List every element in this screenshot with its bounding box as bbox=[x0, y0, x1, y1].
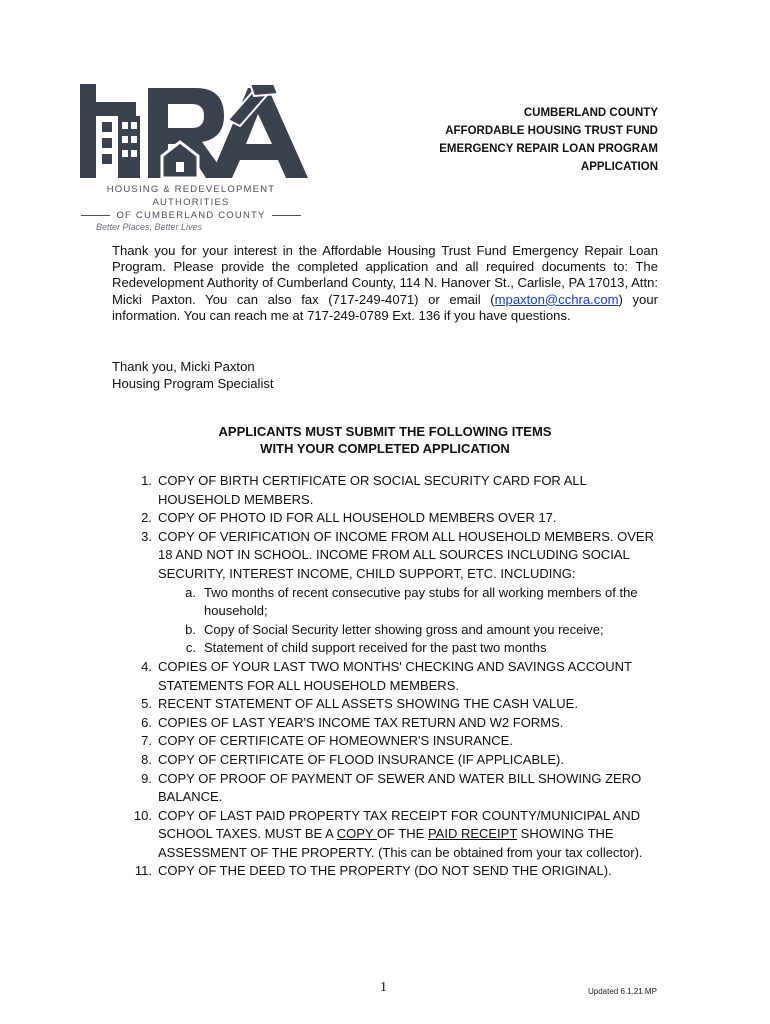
tagline-rule-left bbox=[81, 215, 110, 216]
item-number: 2. bbox=[141, 510, 152, 526]
item-number: 9. bbox=[141, 770, 152, 786]
underlined-copy: COPY bbox=[336, 826, 377, 842]
sub-item-text: Two months of recent consecutive pay stubs for all working members of the household; bbox=[204, 584, 638, 619]
org-name-line1: HOUSING & REDEVELOPMENT AUTHORITIES bbox=[106, 184, 276, 208]
list-item bbox=[112, 528, 672, 584]
signoff bbox=[112, 358, 274, 392]
item-text: RECENT STATEMENT OF ALL ASSETS SHOWING THE CASH VALUE. bbox=[158, 696, 578, 712]
header-line-1: CUMBERLAND COUNTY bbox=[523, 107, 658, 119]
signoff-name: Thank you, Micki Paxton bbox=[112, 359, 255, 374]
item-number: 3. bbox=[141, 528, 152, 544]
item-text: COPY OF PROOF OF PAYMENT OF SEWER AND WATER BILL SHOWING ZERO BALANCE. bbox=[158, 770, 642, 805]
list-item bbox=[112, 807, 672, 863]
list-item bbox=[112, 714, 672, 733]
sub-item-label: a. bbox=[185, 584, 196, 600]
item-text: COPY OF VERIFICATION OF INCOME FROM ALL HOUSEHOLD MEMBERS. OVER 18 AND NOT IN SCHOOL. INCOME FROM ALL SOURCES INCLUDING SOCIAL SECURITY, INTEREST INCOME, CHILD SUPPORT, ETC. INCLUDING: bbox=[158, 528, 654, 581]
sub-item-text: Statement of child support received for the past two months bbox=[204, 640, 547, 656]
email-link[interactable]: mpaxton@cchra.com bbox=[494, 291, 619, 307]
item-text bbox=[158, 807, 672, 863]
item-text: COPY OF CERTIFICATE OF FLOOD INSURANCE (IF APPLICABLE). bbox=[158, 751, 564, 767]
item-number: 10. bbox=[133, 807, 152, 823]
item-text-part: OF THE bbox=[376, 826, 428, 842]
updated-note: Updated 6.1.21 MP bbox=[588, 987, 657, 996]
section-title bbox=[112, 423, 658, 457]
sub-item bbox=[112, 584, 672, 621]
item-number: 6. bbox=[141, 714, 152, 730]
header-line-2: AFFORDABLE HOUSING TRUST FUND bbox=[445, 125, 658, 137]
header-line-3: EMERGENCY REPAIR LOAN PROGRAM bbox=[439, 143, 658, 155]
section-title-line-1: APPLICANTS MUST SUBMIT THE FOLLOWING ITEMS bbox=[218, 424, 552, 439]
list-item bbox=[112, 472, 672, 509]
item-text: COPIES OF YOUR LAST TWO MONTHS' CHECKING AND SAVINGS ACCOUNT STATEMENTS FOR ALL HOUSEHOLD MEMBERS. bbox=[158, 658, 632, 693]
item-number: 7. bbox=[141, 733, 152, 749]
item-text: COPY OF BIRTH CERTIFICATE OR SOCIAL SECURITY CARD FOR ALL HOUSEHOLD MEMBERS. bbox=[158, 473, 587, 507]
sub-item-label: b. bbox=[185, 621, 196, 637]
item-text: COPY OF THE DEED TO THE PROPERTY (DO NOT SEND THE ORIGINAL). bbox=[158, 863, 612, 879]
required-items-list bbox=[112, 472, 672, 881]
item-text: COPY OF PHOTO ID FOR ALL HOUSEHOLD MEMBERS OVER 17. bbox=[158, 510, 557, 526]
list-item bbox=[112, 770, 672, 807]
item-text: COPIES OF LAST YEAR'S INCOME TAX RETURN AND W2 FORMS. bbox=[158, 714, 564, 730]
item-number: 4. bbox=[141, 658, 152, 674]
list-item bbox=[112, 751, 672, 770]
org-name-line2: OF CUMBERLAND COUNTY bbox=[116, 210, 266, 221]
sub-item-label: c. bbox=[185, 640, 196, 656]
signoff-title: Housing Program Specialist bbox=[112, 376, 274, 391]
logo-slogan: Better Places, Better Lives bbox=[96, 222, 203, 232]
list-item bbox=[112, 509, 672, 528]
list-item bbox=[112, 658, 672, 695]
item-text: COPY OF CERTIFICATE OF HOMEOWNER'S INSURANCE. bbox=[158, 733, 513, 749]
item-number: 11. bbox=[134, 863, 152, 879]
sub-item bbox=[112, 621, 672, 640]
intro-paragraph bbox=[112, 243, 658, 324]
sub-item-text: Copy of Social Security letter showing gross and amount you receive; bbox=[204, 621, 604, 637]
page-number: 1 bbox=[380, 980, 387, 995]
header-line-4: APPLICATION bbox=[580, 161, 658, 173]
intro-text-start: Thank you for your interest in the Affordable Housing Trust Fund Emergency Repair Loan Program. Please provide the completed application and all required documents to: The Redevelopment Authority of Cumberland County, 114 N. Hanover St., Carlisle, PA 17013, Attn: Micki Paxton. You can also fax (717-249-4071) or email ( bbox=[112, 243, 658, 307]
list-item bbox=[112, 695, 672, 714]
list-item bbox=[112, 732, 672, 751]
intro-text-end: ) your information. You can reach me at 717-249-0789 Ext. 136 if you have questions. bbox=[112, 291, 658, 323]
item-number: 5. bbox=[141, 696, 152, 712]
document-header bbox=[439, 104, 658, 176]
underlined-paid-receipt: PAID RECEIPT bbox=[427, 826, 518, 842]
logo-tagline bbox=[81, 183, 301, 222]
list-item bbox=[112, 862, 672, 881]
tagline-rule-right bbox=[272, 215, 301, 216]
sub-item bbox=[112, 639, 672, 658]
item-text-part: SHOWING THE ASSESSMENT OF THE PROPERTY. (This can be obtained from your tax collector). bbox=[158, 826, 643, 860]
section-title-line-2: WITH YOUR COMPLETED APPLICATION bbox=[260, 441, 510, 456]
item-text-part: COPY OF LAST PAID PROPERTY TAX RECEIPT FOR COUNTY/MUNICIPAL AND SCHOOL TAXES. MUST BE A bbox=[158, 807, 641, 842]
item-number: 1. bbox=[141, 473, 152, 488]
item-number: 8. bbox=[141, 751, 152, 767]
